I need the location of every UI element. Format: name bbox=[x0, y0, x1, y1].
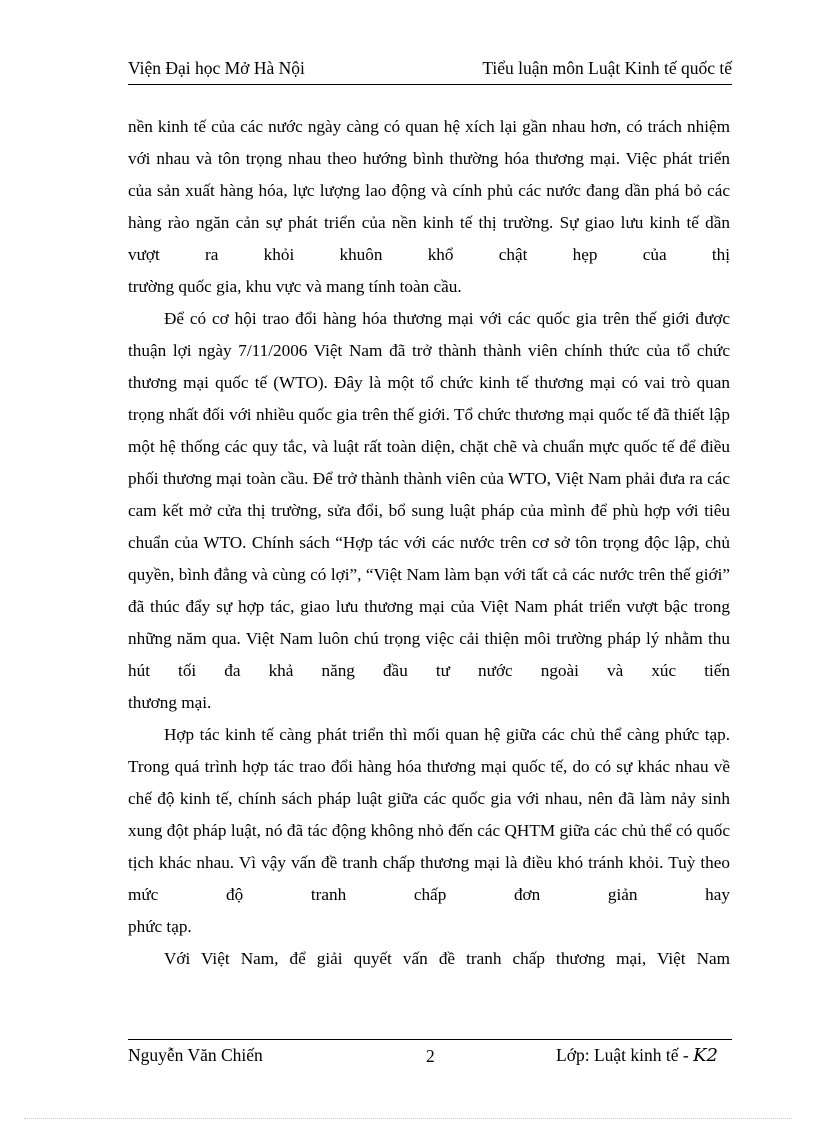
page-bottom-divider bbox=[24, 1118, 792, 1119]
paragraph-4 bbox=[128, 943, 730, 975]
paragraph-1 bbox=[128, 111, 730, 271]
header-course-title: Tiểu luận môn Luật Kinh tế quốc tế bbox=[482, 58, 732, 78]
paragraph-1-last-line: trường quốc gia, khu vực và mang tính toàn cầu. bbox=[128, 277, 462, 296]
header-institution: Viện Đại học Mở Hà Nội bbox=[128, 58, 305, 78]
footer-class bbox=[556, 1045, 718, 1066]
footer-class-label: Lớp: Luật kinh tế - bbox=[556, 1045, 694, 1065]
paragraph-2 bbox=[128, 303, 730, 687]
paragraph-2-text: Để có cơ hội trao đổi hàng hóa thương mại với các quốc gia trên thế giới được thuận lợi ngày 7/11/2006 Việt Nam đã trở thành thành viên chính thức của tổ chức thương mại quốc tế (WTO). Đây là một tổ chức kinh tế thương mại có vai trò quan trọng nhất đối với nhiều quốc gia trên thế giới. Tổ chức thương mại quốc tế đã thiết lập một hệ thống các quy tắc, và luật rất toàn diện, chặt chẽ và chuẩn mực quốc tế để điều phối thương mại toàn cầu. Để trở thành thành viên của WTO, Việt Nam phải đưa ra các cam kết mở cửa thị trường, sửa đổi, bổ sung luật pháp của mình để phù hợp với tiêu chuẩn của WTO. Chính sách “Hợp tác với các nước trên cơ sở tôn trọng độc lập, chủ quyền, bình đẳng và cùng có lợi”, “Việt Nam làm bạn với tất cả các nước trên thế giới” đã thúc đẩy sự hợp tác, giao lưu thương mại của Việt Nam phát triển vượt bậc trong những năm qua. Việt Nam luôn chú trọng việc cải thiện môi trường pháp lý nhằm thu hút tối đa khả năng đầu tư nước ngoài và xúc tiến bbox=[128, 309, 730, 680]
paragraph-1-text: nền kinh tế của các nước ngày càng có quan hệ xích lại gần nhau hơn, có trách nhiệm với nhau và tôn trọng nhau theo hướng bình thường hóa thương mại. Việc phát triển của sản xuất hàng hóa, lực lượng lao động và cính phủ các nước đang dần phá bỏ các hàng rào ngăn cản sự phát triển của nền kinh tế thị trường. Sự giao lưu kinh tế dần vượt ra khỏi khuôn khổ chật hẹp của thị bbox=[128, 117, 730, 264]
paragraph-3 bbox=[128, 719, 730, 911]
footer-author: Nguyễn Văn Chiến bbox=[128, 1045, 263, 1065]
paragraph-2-last-line: thương mại. bbox=[128, 693, 212, 712]
paragraph-3-text: Hợp tác kinh tế càng phát triển thì mối quan hệ giữa các chủ thể càng phức tạp. Trong quá trình hợp tác trao đổi hàng hóa thương mại quốc tế, do có sự khác nhau về chế độ kinh tế, chính sách pháp luật giữa các quốc gia với nhau, nên đã làm nảy sinh xung đột pháp luật, nó đã tác động không nhỏ đến các QHTM giữa các chủ thể có quốc tịch khác nhau. Vì vậy vấn đề tranh chấp thương mại là điều khó tránh khỏi. Tuỳ theo mức độ tranh chấp đơn giản hay bbox=[128, 725, 730, 904]
paragraph-3-last-line: phức tạp. bbox=[128, 917, 192, 936]
footer-class-code: K2 bbox=[693, 1045, 718, 1066]
paragraph-4-text: Với Việt Nam, để giải quyết vấn đề tranh chấp thương mại, Việt Nam bbox=[164, 949, 730, 968]
page-header bbox=[128, 56, 732, 85]
footer-page-number: 2 bbox=[426, 1046, 435, 1066]
page-footer bbox=[128, 1039, 732, 1070]
document-body bbox=[128, 111, 730, 975]
